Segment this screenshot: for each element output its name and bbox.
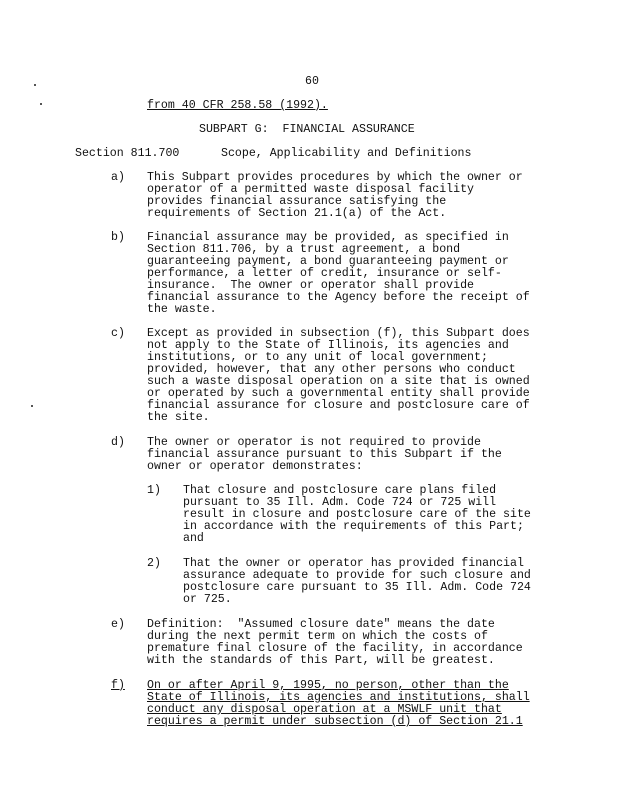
- item-d2-line: assurance adequate to provide for such closure and: [183, 569, 531, 582]
- item-b-label: b): [111, 231, 125, 244]
- item-d-line: owner or operator demonstrates:: [147, 460, 363, 473]
- scan-speck: [31, 405, 33, 407]
- item-c-line: not apply to the State of Illinois, its agencies and: [147, 339, 509, 352]
- item-c-line: the site.: [147, 411, 210, 424]
- item-e-line: Definition: "Assumed closure date" means the date: [147, 618, 495, 631]
- item-c-line: or operated by such a governmental entity shall provide: [147, 387, 530, 400]
- item-c-line: financial assurance for closure and postclosure care of: [147, 399, 530, 412]
- source-reference: from 40 CFR 258.58 (1992).: [147, 99, 328, 112]
- item-e-text: [147, 619, 547, 667]
- item-d-line: financial assurance pursuant to this Subpart if the: [147, 448, 502, 461]
- item-e-line: during the next permit term on which the costs of: [147, 630, 488, 643]
- item-f-line: State of Illinois, its agencies and institutions, shall: [147, 691, 530, 704]
- item-d-line: The owner or operator is not required to provide: [147, 436, 481, 449]
- item-d1-line: That closure and postclosure care plans filed: [183, 484, 497, 497]
- item-d1-line: pursuant to 35 Ill. Adm. Code 724 or 725 will: [183, 496, 497, 509]
- section-title: Scope, Applicability and Definitions: [221, 147, 472, 160]
- page-number: 60: [305, 75, 319, 88]
- item-d2-line: postclosure care pursuant to 35 Ill. Adm. Code 724: [183, 581, 531, 594]
- item-a-line: requirements of Section 21.1(a) of the Act.: [147, 207, 447, 220]
- item-d1-label: 1): [147, 484, 161, 497]
- item-b-line: guaranteeing payment, a bond guaranteeing payment or: [147, 255, 509, 268]
- item-d2-label: 2): [147, 557, 161, 570]
- item-d1-text: [183, 485, 553, 545]
- item-d-label: d): [111, 436, 125, 449]
- item-a-label: a): [111, 171, 125, 184]
- item-f-line: requires a permit under subsection (d) of Section 21.1: [147, 715, 523, 728]
- item-b-line: insurance. The owner or operator shall provide: [147, 279, 474, 292]
- item-f-text: [147, 680, 547, 728]
- item-c-line: provided, however, that any other persons who conduct: [147, 363, 516, 376]
- item-d1-line: in accordance with the requirements of this Part;: [183, 520, 524, 533]
- item-f-label: f): [111, 679, 125, 692]
- item-a-line: operator of a permitted waste disposal facility: [147, 183, 474, 196]
- item-b-line: Financial assurance may be provided, as specified in: [147, 231, 509, 244]
- item-e-label: e): [111, 618, 125, 631]
- item-f-line: On or after April 9, 1995, no person, other than the: [147, 679, 509, 692]
- scan-speck: [34, 84, 36, 86]
- item-d2-text: [183, 558, 553, 606]
- item-b-line: financial assurance to the Agency before the receipt of: [147, 291, 530, 304]
- item-e-line: with the standards of this Part, will be greatest.: [147, 654, 495, 667]
- item-d-text: [147, 437, 547, 473]
- item-b-text: [147, 232, 547, 316]
- item-d1-line: and: [183, 532, 204, 545]
- item-d2-line: or 725.: [183, 593, 232, 606]
- item-b-line: the waste.: [147, 303, 217, 316]
- item-c-line: such a waste disposal operation on a site that is owned: [147, 375, 530, 388]
- item-b-line: performance, a letter of credit, insurance or self-: [147, 267, 502, 280]
- item-e-line: premature final closure of the facility, in accordance: [147, 642, 523, 655]
- item-a-line: This Subpart provides procedures by which the owner or: [147, 171, 523, 184]
- scan-speck: [40, 103, 42, 105]
- item-d1-line: result in closure and postclosure care of the site: [183, 508, 531, 521]
- item-c-label: c): [111, 327, 125, 340]
- item-a-line: provides financial assurance satisfying the: [147, 195, 447, 208]
- section-number: Section 811.700: [75, 147, 180, 160]
- item-d2-line: That the owner or operator has provided financial: [183, 557, 524, 570]
- subpart-title: SUBPART G: FINANCIAL ASSURANCE: [199, 123, 415, 136]
- item-c-line: Except as provided in subsection (f), this Subpart does: [147, 327, 530, 340]
- item-c-line: institutions, or to any unit of local government;: [147, 351, 488, 364]
- item-f-line: conduct any disposal operation at a MSWLF unit that: [147, 703, 502, 716]
- item-b-line: Section 811.706, by a trust agreement, a bond: [147, 243, 461, 256]
- item-a-text: [147, 172, 547, 220]
- item-c-text: [147, 328, 547, 424]
